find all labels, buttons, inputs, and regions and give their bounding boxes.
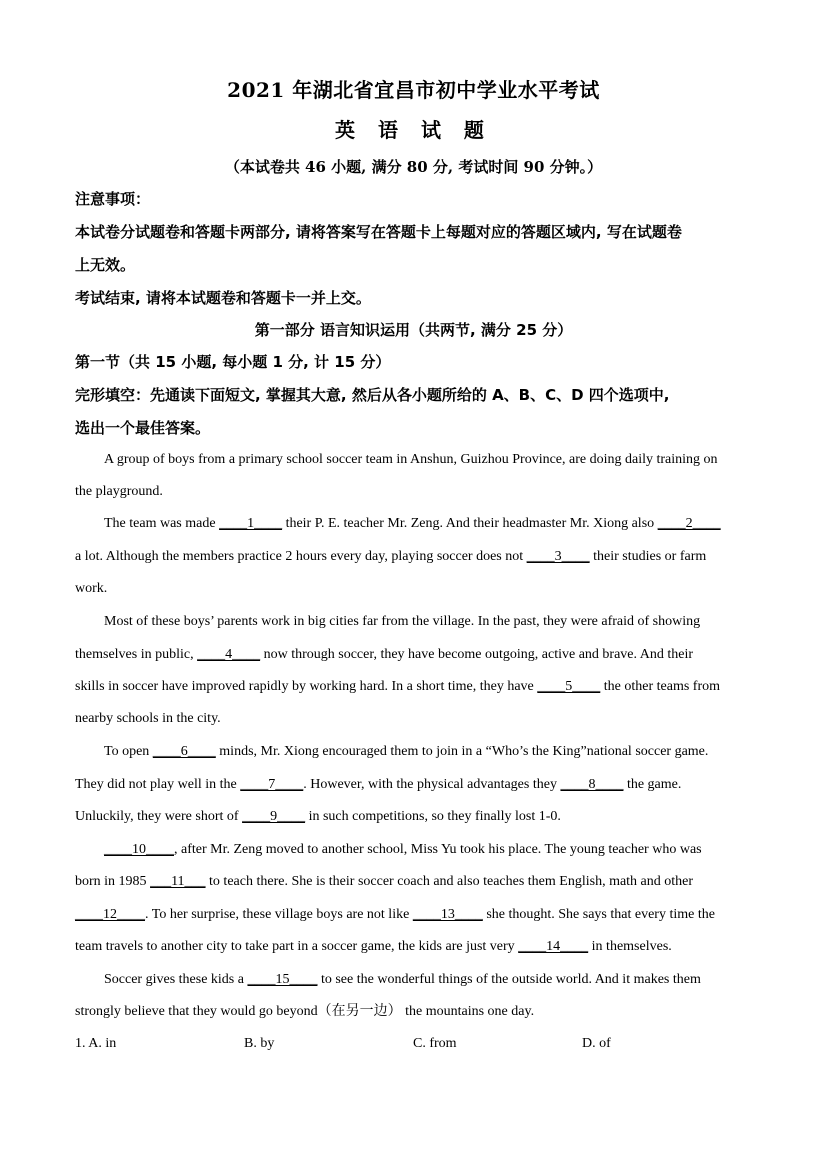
question-1-option-d: D. of xyxy=(582,1036,611,1051)
passage-text: now through soccer, they have become outgoing, active and brave. And their xyxy=(260,647,694,662)
passage-text: their P. E. teacher Mr. Zeng. And their headmaster Mr. Xiong also xyxy=(282,516,658,531)
passage-text: , after Mr. Zeng moved to another school, Miss Yu took his place. The young teacher who was xyxy=(174,842,702,857)
option-a-text: A. in xyxy=(88,1036,117,1051)
passage-text: themselves in public, xyxy=(75,647,198,662)
blank-5: ____5____ xyxy=(537,679,601,694)
notes-line-1: 本试卷分试题卷和答题卡两部分, 请将答案写在答题卡上每题对应的答题区域内, 写在试题卷 xyxy=(75,223,682,241)
passage-line xyxy=(104,515,784,533)
passage-text: The team was made xyxy=(104,516,220,531)
passage-text: a lot. Although the members practice 2 hours every day, playing soccer does not xyxy=(75,549,527,564)
passage-text: to teach there. She is their soccer coach and also teaches them English, math and other xyxy=(205,874,694,889)
passage-line xyxy=(104,743,784,761)
passage-line: A group of boys from a primary school soccer team in Anshun, Guizhou Province, are doing daily training on xyxy=(104,452,718,467)
question-1-option-a xyxy=(75,1036,116,1052)
passage-text: Soccer gives these kids a xyxy=(104,972,248,987)
passage-line xyxy=(75,646,755,664)
blank-7: ____7____ xyxy=(240,777,304,792)
passage-line xyxy=(75,938,755,956)
blank-8: ____8____ xyxy=(560,777,624,792)
passage-text: the game. xyxy=(623,777,682,792)
blank-13: ____13____ xyxy=(412,907,483,922)
blank-11: ___11___ xyxy=(150,874,206,889)
notes-line-3: 考试结束, 请将本试题卷和答题卡一并上交。 xyxy=(75,289,371,307)
exam-info: （本试卷共 46 小题, 满分 80 分, 考试时间 90 分钟。） xyxy=(224,158,603,176)
question-1-option-c: C. from xyxy=(413,1036,457,1051)
subject-title: 英 语 试 题 xyxy=(335,118,492,142)
passage-line xyxy=(104,841,784,859)
blank-12: ____12____ xyxy=(75,907,145,922)
passage-line xyxy=(75,776,755,794)
passage-line: work. xyxy=(75,581,108,596)
passage-line: the playground. xyxy=(75,484,163,499)
passage-text: minds, Mr. Xiong encouraged them to join in a “Who’s the King”national soccer game. xyxy=(215,744,709,759)
passage-text: to see the wonderful things of the outside world. And it makes them xyxy=(317,972,701,987)
notes-line-2: 上无效。 xyxy=(75,256,136,274)
blank-10: ____10____ xyxy=(104,842,174,857)
passage-line xyxy=(75,873,755,891)
passage-line xyxy=(104,971,784,989)
passage-line xyxy=(75,906,755,924)
passage-text: Unluckily, they were short of xyxy=(75,809,243,824)
passage-line: nearby schools in the city. xyxy=(75,711,221,726)
passage-text: born in 1985 xyxy=(75,874,151,889)
passage-text: in such competitions, so they finally lost 1-0. xyxy=(305,809,561,824)
instructions-line-1: 完形填空：先通读下面短文, 掌握其大意, 然后从各小题所给的 A、B、C、D 四个选项中, xyxy=(75,386,670,404)
blank-4: ____4____ xyxy=(197,647,261,662)
passage-text: . However, with the physical advantages they xyxy=(303,777,561,792)
notes-heading: 注意事项： xyxy=(75,190,151,208)
instructions-line-2: 选出一个最佳答案。 xyxy=(75,419,211,437)
passage-line xyxy=(75,808,755,826)
passage-line: Most of these boys’ parents work in big cities far from the village. In the past, they were afraid of showing xyxy=(104,614,701,629)
passage-text: their studies or farm xyxy=(589,549,707,564)
passage-text: skills in soccer have improved rapidly by working hard. In a short time, they have xyxy=(75,679,538,694)
passage-text: in themselves. xyxy=(588,939,672,954)
blank-2: ____2____ xyxy=(657,516,721,531)
section-title: 第一节（共 15 小题, 每小题 1 分, 计 15 分） xyxy=(75,353,391,371)
blank-3: ____3____ xyxy=(526,549,590,564)
question-1-option-b: B. by xyxy=(244,1036,275,1051)
blank-14: ____14____ xyxy=(518,939,589,954)
passage-text: To open xyxy=(104,744,153,759)
question-number: 1. xyxy=(75,1036,86,1051)
passage-line: strongly believe that they would go beyond（在另一边） the mountains one day. xyxy=(75,1004,535,1019)
blank-6: ____6____ xyxy=(152,744,216,759)
passage-line xyxy=(75,548,755,566)
passage-text: team travels to another city to take part in a soccer game, the kids are just very xyxy=(75,939,519,954)
blank-9: ____9____ xyxy=(242,809,306,824)
part-title: 第一部分 语言知识运用（共两节, 满分 25 分） xyxy=(254,321,573,339)
blank-15: ____15____ xyxy=(247,972,318,987)
blank-1: ____1____ xyxy=(219,516,283,531)
exam-title: 2021 年湖北省宜昌市初中学业水平考试 xyxy=(227,78,600,102)
passage-line xyxy=(75,678,755,696)
passage-text: the other teams from xyxy=(600,679,721,694)
passage-text: They did not play well in the xyxy=(75,777,241,792)
passage-text: . To her surprise, these village boys are not like xyxy=(145,907,413,922)
passage-text: she thought. She says that every time the xyxy=(482,907,715,922)
